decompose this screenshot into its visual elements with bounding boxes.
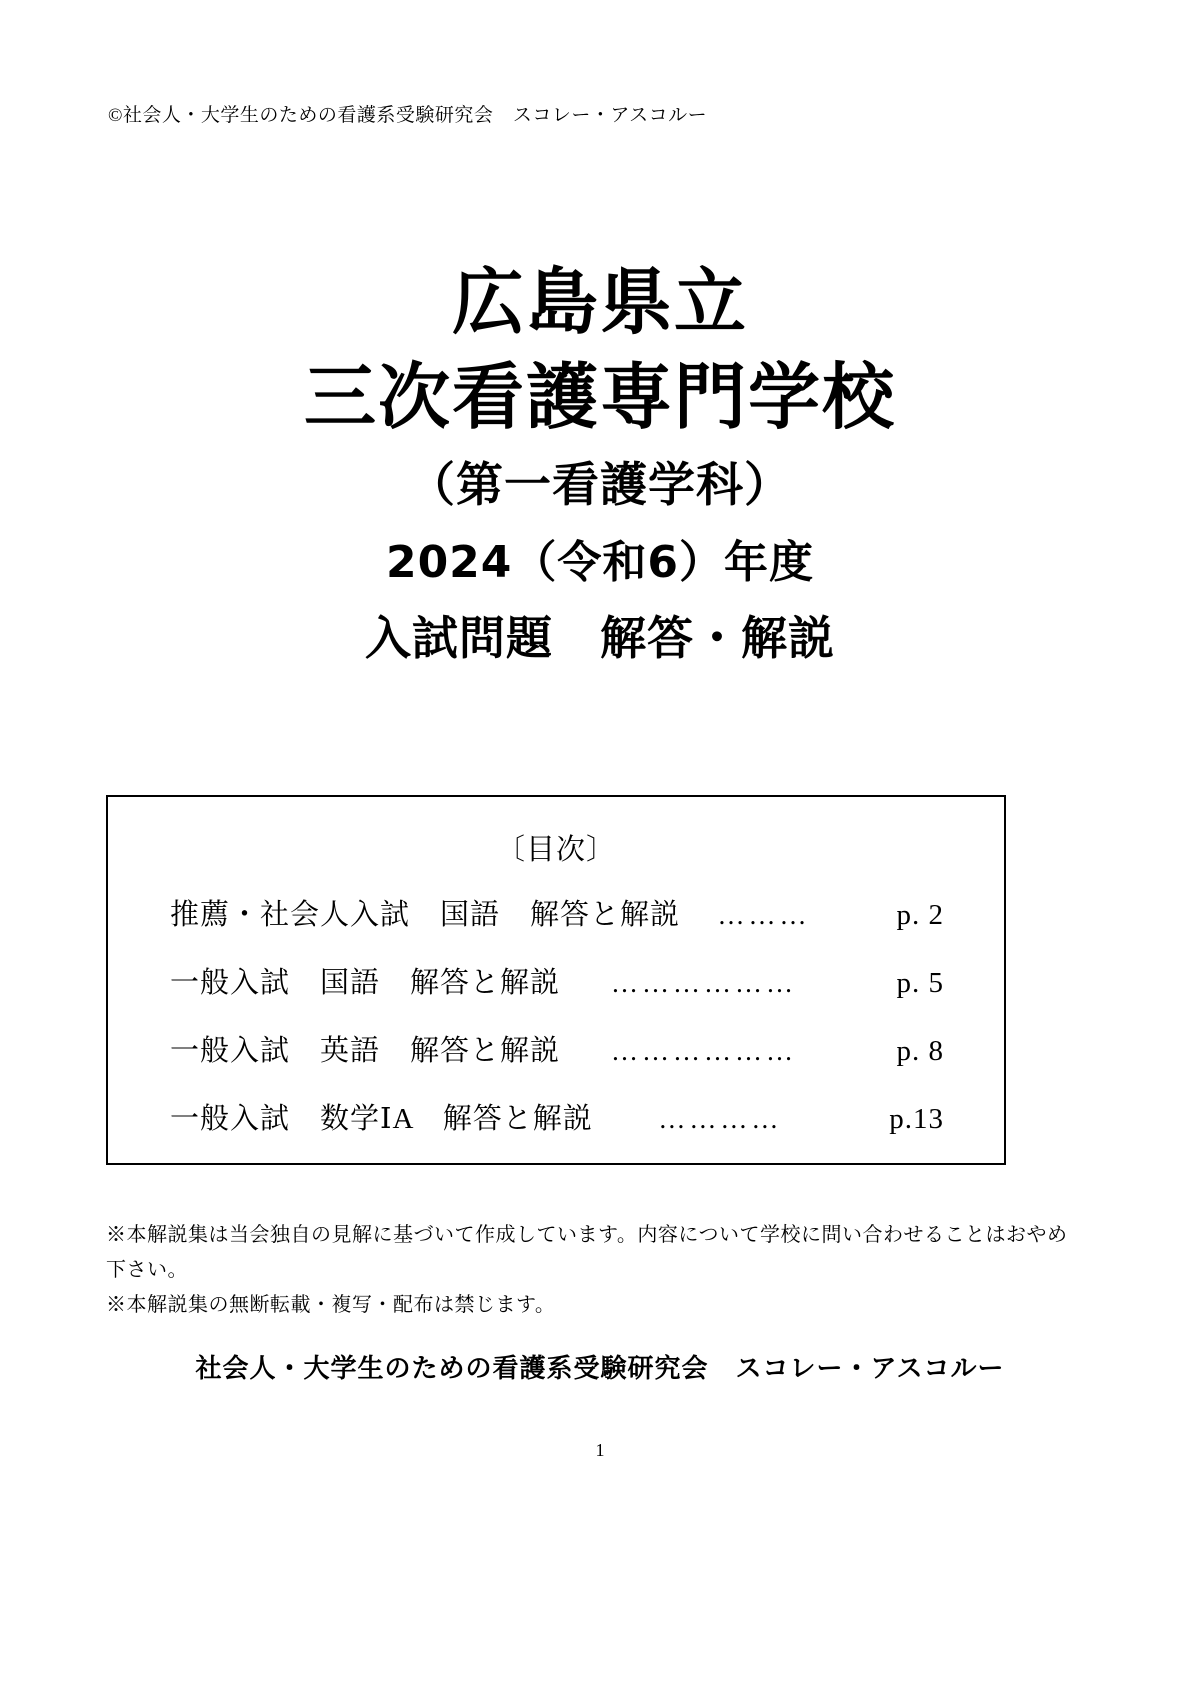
disclaimer-notes: [106, 1218, 1106, 1323]
title-department: （第一看護学科）: [408, 458, 792, 514]
title-line-2: 三次看護専門学校: [303, 355, 896, 440]
table-of-contents: [106, 795, 1006, 1165]
toc-item-label: 推薦・社会人入試 国語 解答と解説: [170, 899, 681, 931]
toc-item-leader: ………: [717, 900, 811, 930]
page-number: 1: [595, 1440, 605, 1460]
list-item[interactable]: [108, 892, 1004, 933]
copyright-notice: ©社会人・大学生のための看護系受験研究会 スコレー・アスコルー: [108, 105, 708, 126]
title-kind: 入試問題 解答・解説: [365, 610, 835, 665]
note-line-3: ※本解説集の無断転載・複写・配布は禁じます。: [106, 1294, 556, 1316]
toc-item-page: p. 5: [896, 967, 944, 999]
title-block: [0, 255, 1200, 673]
note-line-1: ※本解説集は当会独自の見解に基づいて作成しています。内容について学校に問い合わせることはおやめ: [106, 1224, 1068, 1246]
toc-item-page: p.13: [889, 1103, 944, 1135]
toc-item-leader: ………………: [611, 968, 797, 998]
toc-item-page: p. 8: [896, 1035, 944, 1067]
toc-item-label: 一般入試 数学ⅠA 解答と解説: [170, 1103, 593, 1135]
organization-name: 社会人・大学生のための看護系受験研究会 スコレー・アスコルー: [195, 1354, 1005, 1384]
list-item[interactable]: [108, 1028, 1004, 1069]
note-line-2: 下さい。: [106, 1259, 188, 1281]
toc-list: [108, 892, 1004, 1137]
toc-item-leader: …………: [658, 1104, 783, 1134]
toc-item-page: p. 2: [896, 899, 944, 931]
toc-item-label: 一般入試 英語 解答と解説: [170, 1035, 561, 1067]
toc-item-leader: ………………: [611, 1036, 797, 1066]
title-line-1: 広島県立: [451, 260, 748, 344]
title-year: 2024（令和6）年度: [385, 536, 815, 588]
list-item[interactable]: [108, 960, 1004, 1001]
toc-item-label: 一般入試 国語 解答と解説: [170, 967, 561, 999]
toc-heading: 〔目次〕: [495, 834, 616, 866]
list-item[interactable]: [108, 1096, 1004, 1137]
